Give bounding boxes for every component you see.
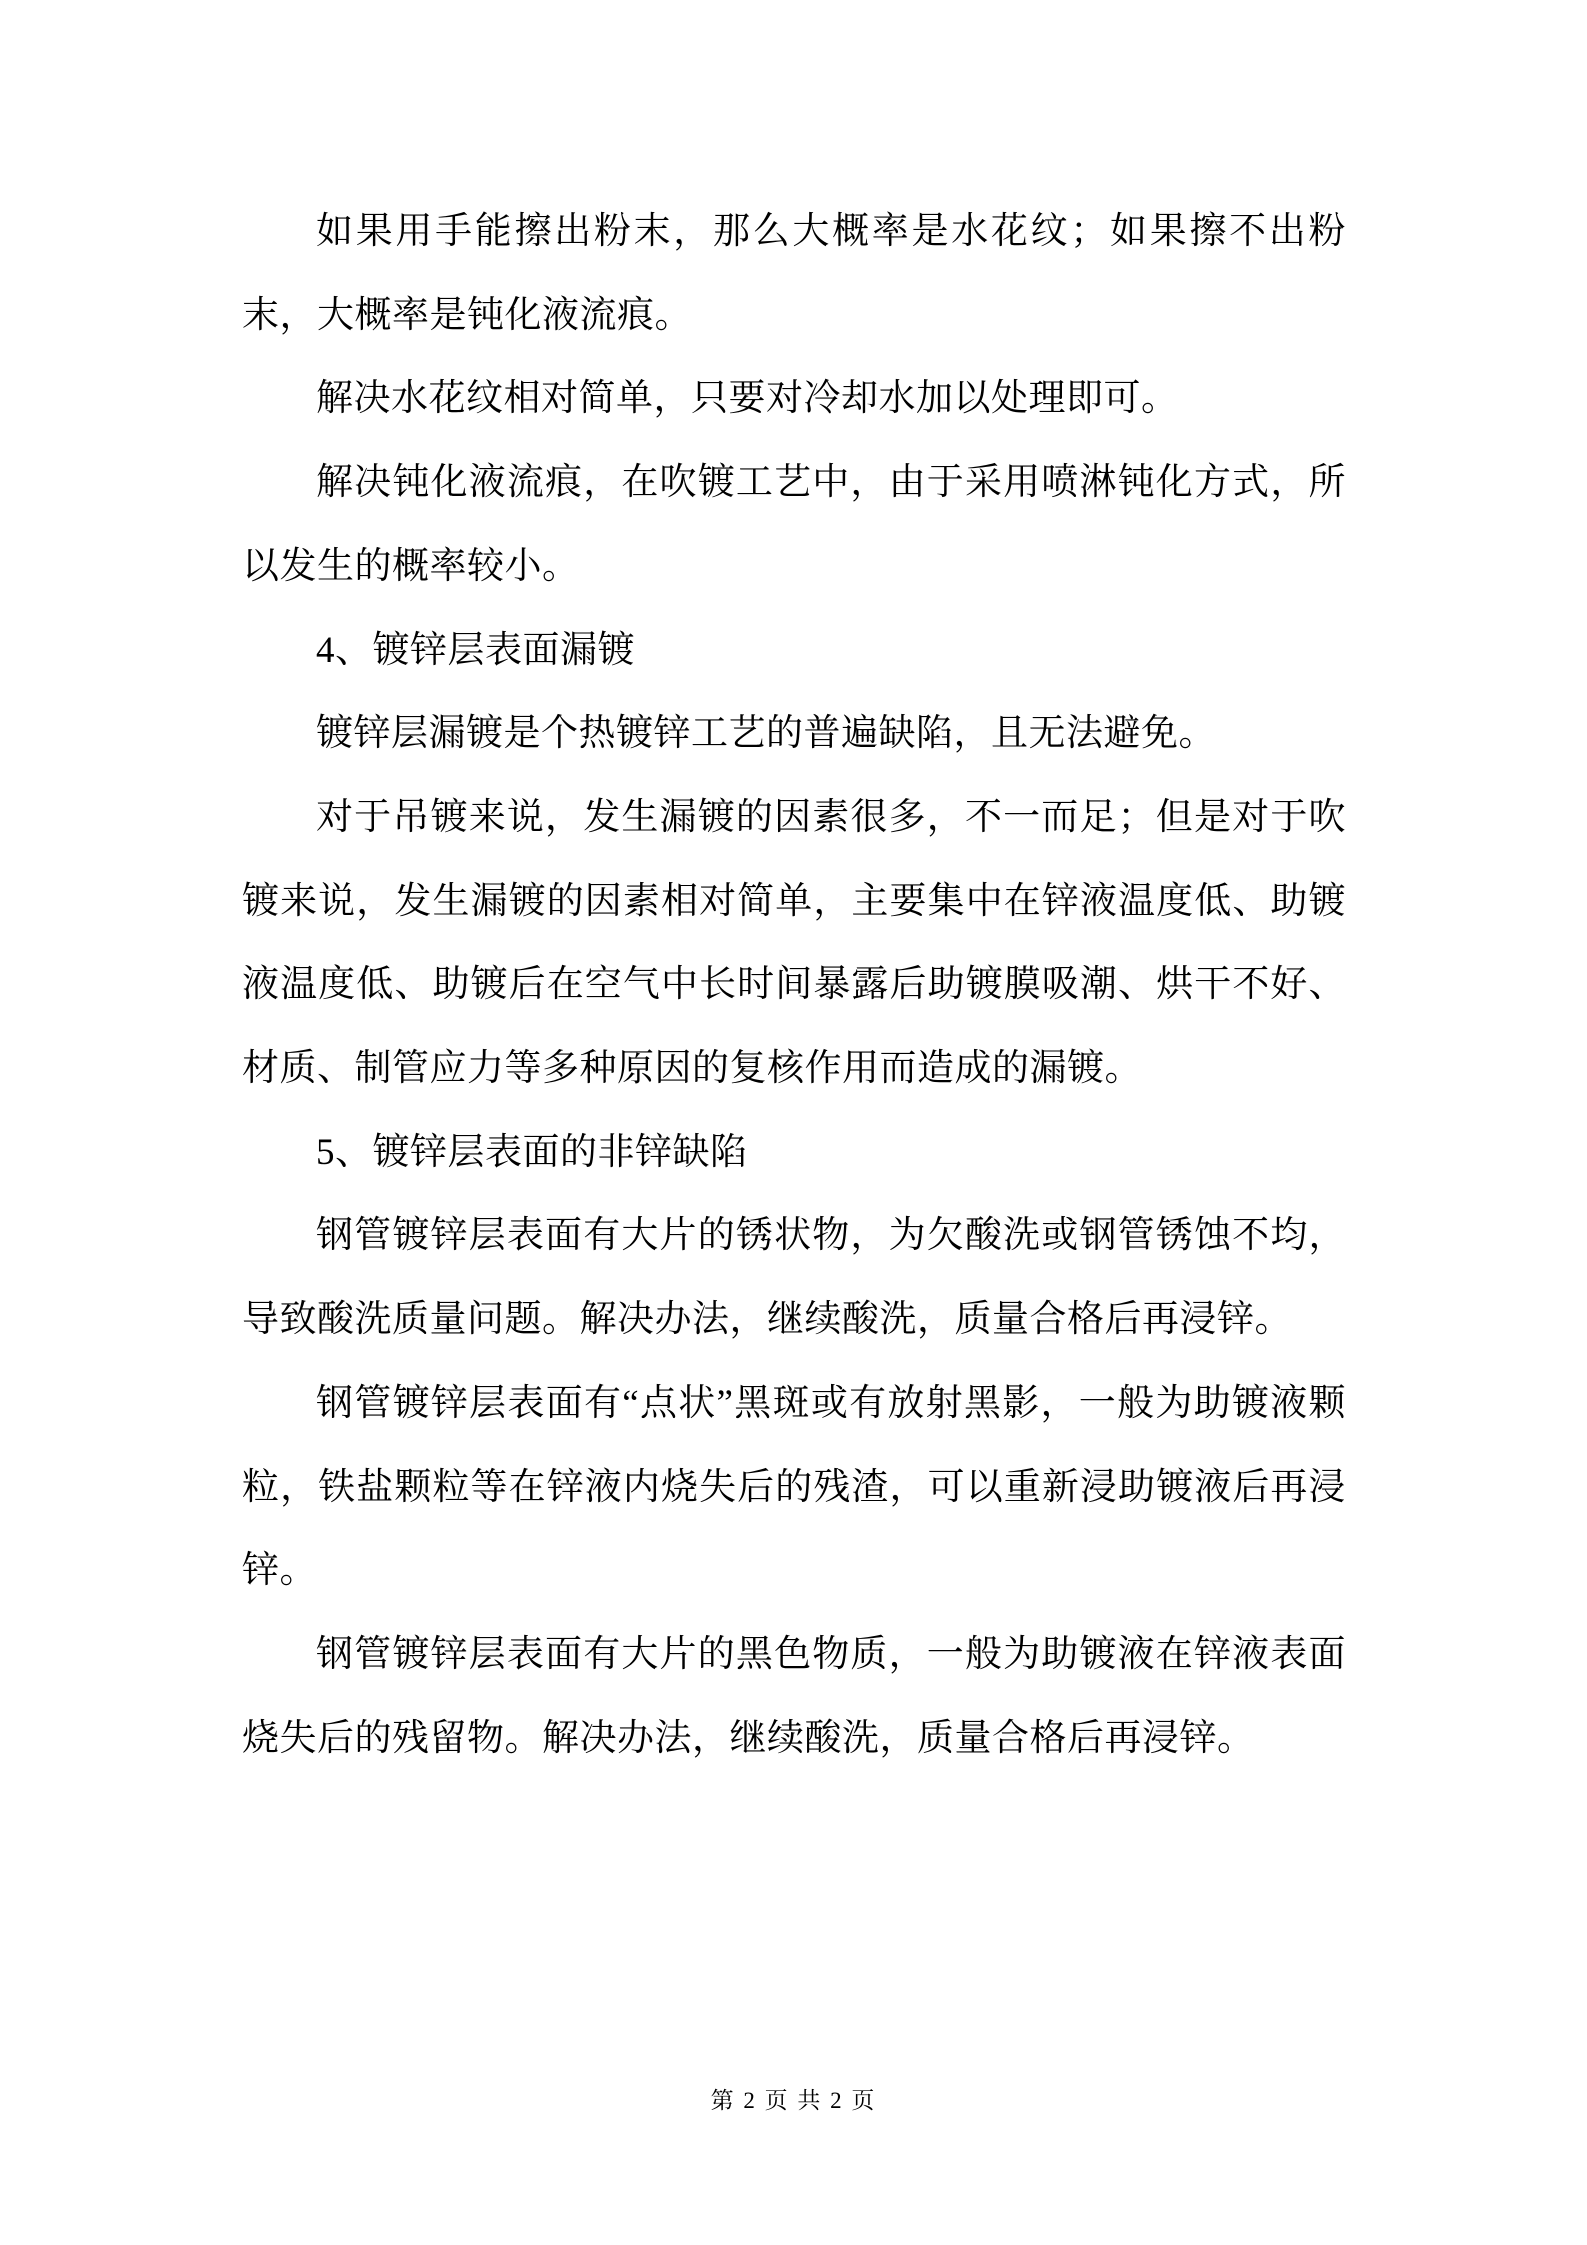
section-heading: 4、镀锌层表面漏镀 — [316, 629, 635, 671]
page-number-footer: 第 2 页 共 2 页 — [710, 2088, 877, 2113]
paragraph: 钢管镀锌层表面有“点状”黑斑或有放射黑影，一般为助镀液颗粒，铁盐颗粒等在锌液内烧失后的残渣，可以重新浸助镀液后再浸锌。 — [242, 1382, 1346, 1592]
paragraph: 钢管镀锌层表面有大片的黑色物质，一般为助镀液在锌液表面烧失后的残留物。解决办法，继续酸洗，质量合格后再浸锌。 — [242, 1633, 1346, 1759]
paragraph: 镀锌层漏镀是个热镀锌工艺的普遍缺陷，且无法避免。 — [316, 713, 1216, 755]
paragraph: 对于吊镀来说，发生漏镀的因素很多，不一而足；但是对于吹镀来说，发生漏镀的因素相对简单，主要集中在锌液温度低、助镀液温度低、助镀后在空气中长时间暴露后助镀膜吸潮、烘干不好、材质、制管应力等多种原因的复核作用而造成的漏镀。 — [242, 796, 1346, 1090]
paragraph: 钢管镀锌层表面有大片的锈状物，为欠酸洗或钢管锈蚀不均，导致酸洗质量问题。解决办法，继续酸洗，质量合格后再浸锌。 — [242, 1215, 1346, 1341]
document-body — [242, 190, 1346, 1780]
paragraph: 解决水花纹相对简单，只要对冷却水加以处理即可。 — [316, 378, 1179, 420]
paragraph: 解决钝化液流痕，在吹镀工艺中，由于采用喷淋钝化方式，所以发生的概率较小。 — [242, 462, 1346, 587]
paragraph: 如果用手能擦出粉末，那么大概率是水花纹；如果擦不出粉末，大概率是钝化液流痕。 — [242, 211, 1346, 336]
section-heading: 5、镀锌层表面的非锌缺陷 — [316, 1131, 748, 1173]
